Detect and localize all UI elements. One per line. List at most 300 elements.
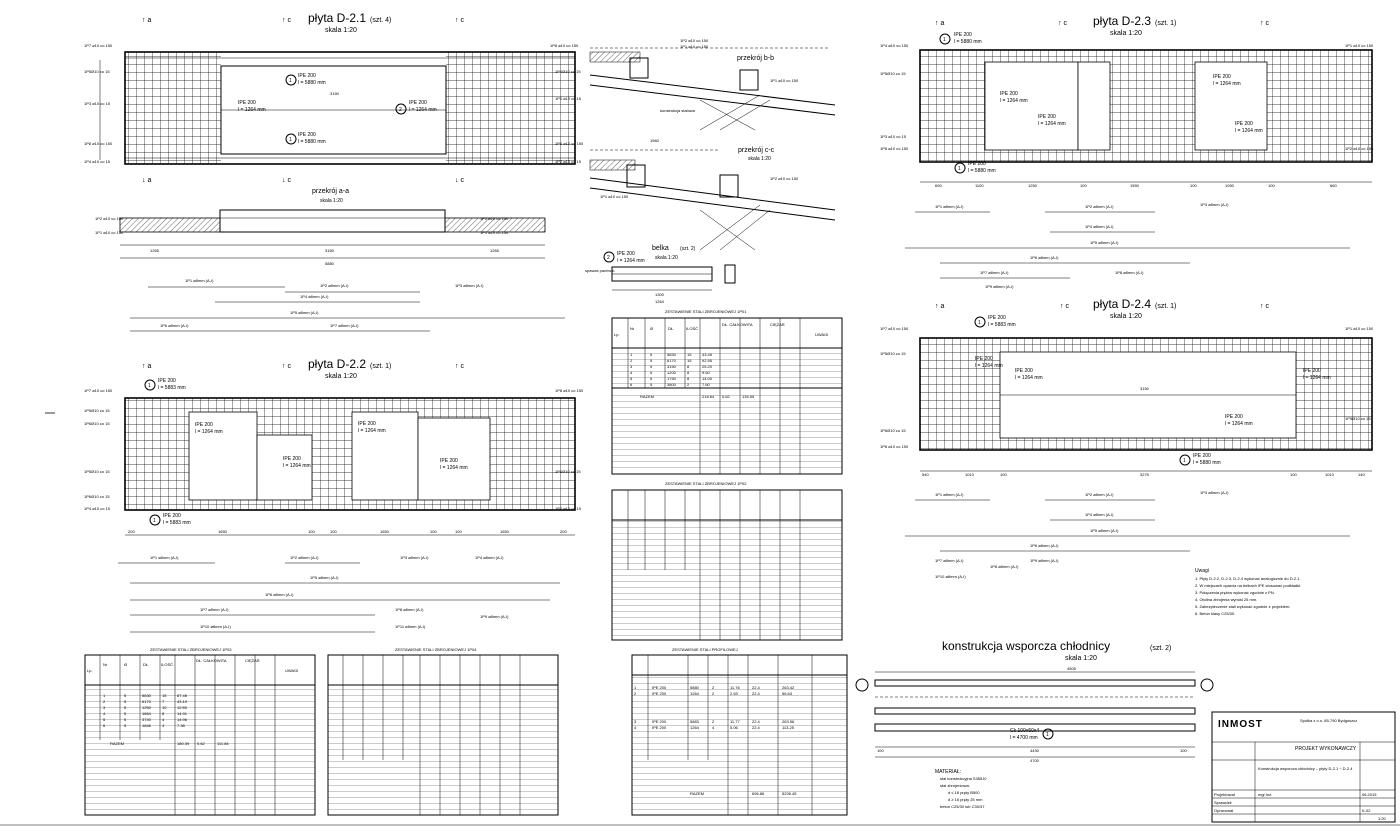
svg-text:100: 100 — [1290, 472, 1297, 477]
svg-text:stal zbrojeniowa:: stal zbrojeniowa: — [940, 783, 970, 788]
svg-text:5. Zabezpieczenie stali wykona: 5. Zabezpieczenie stali wykonać zgodnie z projektem. — [1195, 604, 1291, 609]
wsp-count: (szt. 2) — [1150, 645, 1172, 652]
svg-text:690: 690 — [935, 183, 942, 188]
svg-text:d ≥ 16 pręty 25 mm: d ≥ 16 pręty 25 mm — [948, 797, 983, 802]
svg-text:1P11 ø8mm (A-I): 1P11 ø8mm (A-I) — [395, 624, 426, 629]
d21-title: płyta D-2.1 — [308, 11, 367, 25]
svg-text:1P4 ø10 co 15: 1P4 ø10 co 15 — [84, 506, 111, 511]
d21-len-top: l = 5880 mm — [298, 80, 326, 86]
sec-cc-title: przekrój c-c — [738, 147, 775, 154]
svg-text:Nr: Nr — [103, 662, 108, 667]
d24-ipe-d: IPE 200 — [1225, 414, 1243, 420]
svg-text:1P2 ø10 co 150: 1P2 ø10 co 150 — [1345, 146, 1374, 151]
d22-len-bot: l = 5883 mm — [163, 520, 191, 526]
svg-text:1P7 ø8mm (A-I): 1P7 ø8mm (A-I) — [980, 270, 1009, 275]
svg-text:1P1 ø8mm (A-I): 1P1 ø8mm (A-I) — [150, 555, 179, 560]
svg-text:IPE 200: IPE 200 — [652, 685, 667, 690]
svg-text:100: 100 — [1000, 472, 1007, 477]
sec-aa-total: 5880 — [325, 261, 334, 266]
svg-text:22.4: 22.4 — [752, 719, 760, 724]
section-aa — [95, 188, 565, 331]
sec-aa-d3: 1265 — [490, 248, 499, 253]
svg-text:stal konstrukcyjna S355J0: stal konstrukcyjna S355J0 — [940, 776, 987, 781]
d23-ipe-b: IPE 200 — [1038, 114, 1056, 120]
svg-text:1P8 ø10 co 150: 1P8 ø10 co 150 — [880, 146, 909, 151]
section-cc — [590, 138, 835, 250]
svg-text:5: 5 — [650, 358, 653, 363]
svg-text:3: 3 — [630, 364, 633, 369]
belka-count: (szt. 2) — [680, 246, 696, 252]
svg-text:135.55: 135.55 — [742, 394, 755, 399]
svg-text:2: 2 — [634, 691, 637, 696]
section-bb — [590, 38, 835, 130]
svg-text:↑ c: ↑ c — [1260, 303, 1269, 310]
svg-text:1P6 ø10 co 150: 1P6 ø10 co 150 — [555, 141, 584, 146]
svg-text:1. Płyty D-2.2, D-2.3, D-2.4 w: 1. Płyty D-2.2, D-2.3, D-2.4 wykonać analogicznie do D-2.1. — [1195, 576, 1301, 581]
svg-text:5830: 5830 — [142, 693, 151, 698]
table-4 — [328, 647, 558, 815]
svg-text:15: 15 — [687, 358, 692, 363]
d24-ipe-c: IPE 200 — [1303, 368, 1321, 374]
svg-text:1P2 ø10 co 150: 1P2 ø10 co 150 — [770, 176, 799, 181]
svg-text:↑ c: ↑ c — [282, 17, 291, 24]
svg-text:konstrukcja stalowa: konstrukcja stalowa — [660, 108, 695, 113]
sec-bb-title: przekrój b-b — [737, 55, 774, 62]
sec-aa-d1: 1265 — [150, 248, 159, 253]
svg-text:1P7 ø10 co 150: 1P7 ø10 co 150 — [84, 388, 113, 393]
svg-text:5226.45: 5226.45 — [782, 791, 797, 796]
svg-text:5.06: 5.06 — [730, 725, 738, 730]
wsp-title: konstrukcja wsporcza chłodnicy — [942, 639, 1111, 653]
svg-text:1650: 1650 — [500, 529, 509, 534]
tb-company: INMOST — [1218, 719, 1263, 730]
svg-text:1P8 ø10 co 150: 1P8 ø10 co 150 — [550, 43, 579, 48]
svg-text:1250: 1250 — [142, 705, 151, 710]
svg-text:1P2 ø8mm (A-I): 1P2 ø8mm (A-I) — [290, 555, 319, 560]
svg-text:↑ a: ↑ a — [142, 17, 152, 24]
d24-scale: skala 1:20 — [1110, 313, 1142, 320]
svg-text:10: 10 — [162, 705, 167, 710]
svg-text:1P4Ø10 co 15: 1P4Ø10 co 15 — [555, 69, 581, 74]
svg-text:1P2 ø8mm (A-I): 1P2 ø8mm (A-I) — [320, 283, 349, 288]
svg-text:6170: 6170 — [142, 699, 151, 704]
svg-text:1P6 ø8mm (A-I): 1P6 ø8mm (A-I) — [1030, 543, 1059, 548]
d24-ipe-top: IPE 200 — [988, 315, 1006, 321]
sec-cc-scale: skala 1:20 — [748, 156, 771, 162]
wsp-c1: 4430 — [1030, 748, 1039, 753]
svg-text:1P5 ø8mm (A-I): 1P5 ø8mm (A-I) — [310, 575, 339, 580]
svg-text:11.76: 11.76 — [730, 685, 740, 690]
svg-text:22.4: 22.4 — [752, 725, 760, 730]
svg-text:100: 100 — [330, 529, 337, 534]
table-5 — [632, 647, 847, 815]
svg-text:1:20: 1:20 — [1378, 816, 1386, 821]
svg-text:4: 4 — [162, 717, 165, 722]
d22-len-c: l = 1264 mm — [358, 428, 386, 434]
svg-text:DŁ.: DŁ. — [668, 326, 675, 331]
svg-text:5830: 5830 — [667, 352, 676, 357]
notes-block — [1195, 568, 1301, 616]
svg-text:CIĘŻAR: CIĘŻAR — [770, 322, 785, 327]
d22-ipe-a: IPE 200 — [195, 422, 213, 428]
svg-text:1P4 ø10 co 150: 1P4 ø10 co 150 — [880, 43, 909, 48]
svg-text:5: 5 — [650, 364, 653, 369]
svg-text:5: 5 — [124, 711, 127, 716]
belka-ipe: IPE 200 — [617, 251, 635, 257]
table-3 — [85, 647, 315, 815]
svg-text:1P1 ø8mm (A-I): 1P1 ø8mm (A-I) — [935, 204, 964, 209]
svg-text:1P5Ø10 co 15: 1P5Ø10 co 15 — [880, 71, 906, 76]
svg-text:1P5Ø10 co 15: 1P5Ø10 co 15 — [84, 469, 110, 474]
svg-text:2: 2 — [712, 685, 715, 690]
svg-text:8: 8 — [687, 370, 690, 375]
d24-count: (szt. 1) — [1155, 303, 1177, 310]
svg-text:1P2 ø8mm (A-I): 1P2 ø8mm (A-I) — [1085, 492, 1114, 497]
svg-text:1P4 ø8mm (A-I): 1P4 ø8mm (A-I) — [1085, 512, 1114, 517]
d21-ipe-mid-l: IPE 200 — [238, 100, 256, 106]
svg-text:1P7 ø10 co 150: 1P7 ø10 co 150 — [880, 326, 909, 331]
svg-text:5: 5 — [124, 717, 127, 722]
d23-len-c: l = 1264 mm — [1213, 81, 1241, 87]
d23-ipe-bot: IPE 200 — [968, 161, 986, 167]
svg-text:3150: 3150 — [667, 364, 676, 369]
svg-text:4. Otulina zbrojenia wynosi 25: 4. Otulina zbrojenia wynosi 25 mm. — [1195, 597, 1258, 602]
svg-text:5880: 5880 — [690, 685, 699, 690]
mat-head: MATERIAŁ: — [935, 769, 962, 775]
wsp-plen: l = 4700 mm — [1010, 735, 1038, 741]
svg-text:100: 100 — [1268, 183, 1275, 188]
svg-text:1P6Ø10 co 15: 1P6Ø10 co 15 — [84, 494, 110, 499]
svg-text:1P8 ø10 co 150: 1P8 ø10 co 150 — [84, 141, 113, 146]
svg-text:7.38: 7.38 — [177, 723, 185, 728]
svg-text:1: 1 — [103, 693, 106, 698]
table-2 — [612, 481, 842, 640]
svg-text:1P6 ø8mm (A-I): 1P6 ø8mm (A-I) — [1030, 255, 1059, 260]
svg-text:↑ a: ↑ a — [935, 303, 945, 310]
svg-text:111.84: 111.84 — [217, 741, 229, 746]
svg-text:4: 4 — [712, 725, 715, 730]
svg-text:mgr inż.: mgr inż. — [1258, 792, 1273, 797]
svg-text:ILOŚĆ: ILOŚĆ — [161, 662, 174, 667]
svg-text:1P4 ø10 co 15: 1P4 ø10 co 15 — [84, 159, 111, 164]
svg-text:Ø: Ø — [650, 326, 654, 331]
notes-head: Uwagi — [1195, 568, 1209, 574]
svg-text:1P4 ø8mm (A-I): 1P4 ø8mm (A-I) — [1085, 224, 1114, 229]
svg-text:1P7 ø8mm (A-I): 1P7 ø8mm (A-I) — [935, 558, 964, 563]
svg-text:696.86: 696.86 — [752, 791, 765, 796]
svg-text:↑ c: ↑ c — [1058, 20, 1067, 27]
d23-len-bot: l = 5880 mm — [968, 168, 996, 174]
svg-text:1: 1 — [153, 518, 156, 524]
svg-text:2: 2 — [712, 719, 715, 724]
wsp-d-right: 100 — [1180, 748, 1187, 753]
svg-text:1P10 ø8mm (A-I): 1P10 ø8mm (A-I) — [935, 574, 966, 579]
svg-text:1P1 ø8mm (A-I): 1P1 ø8mm (A-I) — [185, 278, 214, 283]
svg-text:3: 3 — [634, 719, 637, 724]
svg-text:218.64: 218.64 — [702, 394, 715, 399]
d23-len-d: l = 1264 mm — [1235, 128, 1263, 134]
d21-scale: skala 1:20 — [325, 27, 357, 34]
wsp-c2: 4700 — [1030, 758, 1039, 763]
wsp-scale: skala 1:20 — [1065, 655, 1097, 662]
svg-text:1: 1 — [958, 166, 961, 172]
table-1 — [612, 309, 842, 474]
svg-text:5: 5 — [124, 693, 127, 698]
svg-text:1264: 1264 — [690, 691, 699, 696]
svg-text:1P3 ø10 co 15: 1P3 ø10 co 15 — [84, 101, 111, 106]
svg-text:8: 8 — [162, 711, 165, 716]
svg-text:1: 1 — [289, 78, 292, 84]
svg-text:1200: 1200 — [667, 370, 676, 375]
svg-text:1013: 1013 — [1325, 472, 1334, 477]
svg-text:6170: 6170 — [667, 358, 676, 363]
svg-text:1P2 ø10 co 15: 1P2 ø10 co 15 — [555, 159, 582, 164]
svg-text:↑ c: ↑ c — [1060, 303, 1069, 310]
svg-text:100: 100 — [430, 529, 437, 534]
sec-aa-d2: 3150 — [325, 248, 334, 253]
d21-len-mid-l: l = 1264 mm — [238, 107, 266, 113]
svg-text:1P7 ø8mm (A-I): 1P7 ø8mm (A-I) — [200, 607, 229, 612]
svg-text:5883: 5883 — [690, 719, 699, 724]
d24-ipe-bot: IPE 200 — [1193, 453, 1211, 459]
svg-text:15: 15 — [162, 693, 167, 698]
svg-text:140: 140 — [1358, 472, 1365, 477]
tb-desc: Konstrukcja wsporcza chłodnicy – płyty D-2.1 ÷ D-2.4 — [1258, 766, 1353, 771]
svg-text:↓ a: ↓ a — [142, 177, 152, 184]
svg-text:RAZEM: RAZEM — [110, 741, 124, 746]
svg-text:1P6 ø8mm (A-I): 1P6 ø8mm (A-I) — [265, 592, 294, 597]
d24-len-c: l = 1264 mm — [1303, 375, 1331, 381]
svg-text:14.00: 14.00 — [702, 376, 713, 381]
d23-count: (szt. 1) — [1155, 20, 1177, 27]
svg-text:1864: 1864 — [142, 711, 151, 716]
plate-d22 — [84, 357, 584, 632]
svg-text:1P6Ø10 co 15: 1P6Ø10 co 15 — [84, 421, 110, 426]
svg-text:5: 5 — [650, 376, 653, 381]
svg-text:1P1 ø10 co 150: 1P1 ø10 co 150 — [770, 78, 799, 83]
svg-text:2.53: 2.53 — [730, 691, 738, 696]
d23-len-a: l = 1264 mm — [1000, 98, 1028, 104]
svg-text:↓ c: ↓ c — [455, 177, 464, 184]
svg-text:1P9 ø8mm (A-I): 1P9 ø8mm (A-I) — [480, 614, 509, 619]
svg-text:5: 5 — [630, 376, 633, 381]
svg-text:spawać pachwin.: spawać pachwin. — [585, 268, 616, 273]
svg-text:1P5Ø10 co 15: 1P5Ø10 co 15 — [880, 351, 906, 356]
sec-aa-title: przekrój a-a — [312, 188, 349, 195]
svg-text:1P3 ø8mm (A-I): 1P3 ø8mm (A-I) — [455, 283, 484, 288]
svg-text:87.45: 87.45 — [177, 693, 188, 698]
svg-text:1P1 ø10 co 150: 1P1 ø10 co 150 — [680, 44, 709, 49]
svg-text:2: 2 — [399, 107, 402, 113]
svg-text:Nr: Nr — [630, 326, 635, 331]
d21-dim-mid: 3150 — [330, 91, 339, 96]
svg-text:1P8 ø10 co 150: 1P8 ø10 co 150 — [880, 444, 909, 449]
svg-text:1P3 ø10 co 15: 1P3 ø10 co 15 — [880, 134, 907, 139]
t5-title: ZESTAWIENIE STALI PROFILOWEJ — [672, 647, 738, 652]
d23-ipe-d: IPE 200 — [1235, 121, 1253, 127]
svg-text:25.20: 25.20 — [702, 364, 713, 369]
beam-detail — [585, 245, 735, 304]
svg-text:1P1 ø10 co 150: 1P1 ø10 co 150 — [1345, 326, 1374, 331]
svg-text:1: 1 — [634, 685, 637, 690]
tb-address: Spółka z o.o. 85-790 Bydgoszcz — [1300, 718, 1358, 723]
svg-text:1P1 ø10 co 150: 1P1 ø10 co 150 — [600, 194, 629, 199]
svg-text:Lp.: Lp. — [614, 332, 620, 337]
d21-len-bot: l = 5880 mm — [298, 139, 326, 145]
svg-text:4: 4 — [103, 711, 106, 716]
svg-text:1P1 ø10 co 15: 1P1 ø10 co 15 — [555, 96, 582, 101]
svg-text:3800: 3800 — [667, 382, 676, 387]
title-block — [1212, 712, 1395, 822]
svg-text:8: 8 — [687, 376, 690, 381]
svg-text:1550: 1550 — [1130, 183, 1139, 188]
wsp-d-left: 100 — [877, 748, 884, 753]
svg-text:4: 4 — [634, 725, 637, 730]
d24-len-bot: l = 5880 mm — [1193, 460, 1221, 466]
d22-len-b: l = 1264 mm — [283, 463, 311, 469]
plate-d23 — [880, 14, 1374, 289]
svg-text:ILOŚĆ: ILOŚĆ — [686, 326, 699, 331]
svg-text:IPE 200: IPE 200 — [652, 691, 667, 696]
svg-text:5: 5 — [650, 370, 653, 375]
svg-text:1050: 1050 — [1225, 183, 1234, 188]
svg-text:5: 5 — [124, 705, 127, 710]
svg-text:1P2 ø10 co 150: 1P2 ø10 co 150 — [480, 216, 509, 221]
svg-text:1P7 ø8mm (A-I): 1P7 ø8mm (A-I) — [330, 323, 359, 328]
svg-text:1750: 1750 — [667, 376, 676, 381]
svg-text:IPE 200: IPE 200 — [652, 725, 667, 730]
d24-len-a: l = 1264 mm — [975, 363, 1003, 369]
svg-text:06.2015: 06.2015 — [1362, 792, 1377, 797]
svg-text:1: 1 — [978, 320, 981, 326]
svg-text:22.4: 22.4 — [752, 685, 760, 690]
d24-len-d: l = 1264 mm — [1225, 421, 1253, 427]
d21-ipe-bot: IPE 200 — [298, 132, 316, 138]
plate-d21 — [84, 11, 584, 184]
svg-text:1P8 ø10 co 150: 1P8 ø10 co 150 — [555, 388, 584, 393]
svg-text:4: 4 — [162, 723, 165, 728]
svg-text:200: 200 — [128, 529, 135, 534]
svg-text:CIĘŻAR: CIĘŻAR — [245, 658, 260, 663]
svg-text:14.91: 14.91 — [177, 711, 188, 716]
sec-aa-scale: skala 1:20 — [320, 198, 343, 204]
svg-text:7.60: 7.60 — [702, 382, 710, 387]
svg-text:1P4 ø8mm (A-I): 1P4 ø8mm (A-I) — [300, 294, 329, 299]
d22-len-a: l = 1264 mm — [195, 429, 223, 435]
svg-text:15: 15 — [687, 352, 692, 357]
t3-title: ZESTAWIENIE STALI ZBROJENIOWEJ 1P03 — [150, 647, 232, 652]
belka-d1: 1300 — [655, 292, 664, 297]
svg-text:1P9 ø8mm (A-I): 1P9 ø8mm (A-I) — [985, 284, 1014, 289]
d22-len-d: l = 1264 mm — [440, 465, 468, 471]
d22-ipe-c: IPE 200 — [358, 421, 376, 427]
svg-text:1: 1 — [1183, 458, 1186, 464]
support-structure — [856, 639, 1213, 809]
svg-text:1P5Ø10 co 15: 1P5Ø10 co 15 — [1345, 416, 1371, 421]
svg-text:Lp.: Lp. — [87, 668, 93, 673]
svg-text:1P1 ø10 co 150: 1P1 ø10 co 150 — [95, 230, 124, 235]
d24-ipe-b: IPE 200 — [1015, 368, 1033, 374]
svg-text:K-02: K-02 — [1362, 808, 1371, 813]
svg-text:1P3 ø8mm (A-I): 1P3 ø8mm (A-I) — [400, 555, 429, 560]
svg-text:↑ c: ↑ c — [455, 363, 464, 370]
d22-title: płyta D-2.2 — [308, 357, 367, 371]
svg-text:1P4 ø8mm (A-I): 1P4 ø8mm (A-I) — [475, 555, 504, 560]
belka-title: belka — [652, 245, 669, 252]
d23-title: płyta D-2.3 — [1093, 14, 1152, 28]
belka-len: l = 1264 mm — [617, 258, 645, 264]
svg-text:113.25: 113.25 — [782, 725, 794, 730]
svg-text:6. Beton klasy C25/30.: 6. Beton klasy C25/30. — [1195, 611, 1236, 616]
svg-text:2: 2 — [103, 699, 106, 704]
svg-text:263.42: 263.42 — [782, 685, 795, 690]
d22-ipe-d: IPE 200 — [440, 458, 458, 464]
d22-count: (szt. 1) — [370, 363, 392, 370]
svg-text:↑ c: ↑ c — [282, 363, 291, 370]
svg-text:1: 1 — [1046, 732, 1049, 738]
d23-ipe-c: IPE 200 — [1213, 74, 1231, 80]
svg-text:1P8 ø8mm (A-I): 1P8 ø8mm (A-I) — [395, 607, 424, 612]
d23-len-b: l = 1264 mm — [1038, 121, 1066, 127]
svg-text:12.50: 12.50 — [177, 705, 188, 710]
svg-text:1650: 1650 — [218, 529, 227, 534]
svg-text:1846: 1846 — [142, 723, 151, 728]
svg-text:1P2 ø10 co 150: 1P2 ø10 co 150 — [95, 216, 124, 221]
svg-text:5: 5 — [124, 723, 127, 728]
svg-text:1P5 ø8mm (A-I): 1P5 ø8mm (A-I) — [290, 310, 319, 315]
svg-text:5: 5 — [103, 717, 106, 722]
svg-text:3740: 3740 — [142, 717, 151, 722]
svg-text:3: 3 — [103, 705, 106, 710]
svg-text:↑ c: ↑ c — [455, 17, 464, 24]
svg-text:660: 660 — [1330, 183, 1337, 188]
svg-text:1P2 ø10 co 15: 1P2 ø10 co 15 — [555, 506, 582, 511]
d23-scale: skala 1:20 — [1110, 30, 1142, 37]
svg-text:Sprawdził: Sprawdził — [1214, 800, 1232, 805]
svg-text:↑ c: ↑ c — [1260, 20, 1269, 27]
svg-text:1: 1 — [148, 383, 151, 389]
svg-text:1650: 1650 — [380, 529, 389, 534]
svg-text:d ≤ 16 pręty B500: d ≤ 16 pręty B500 — [948, 790, 980, 795]
belka-scale: skala 1:20 — [655, 255, 678, 261]
svg-text:Projektował: Projektował — [1214, 792, 1235, 797]
svg-text:100: 100 — [308, 529, 315, 534]
d22-scale: skala 1:20 — [325, 373, 357, 380]
svg-text:1P3 ø8mm (A-I): 1P3 ø8mm (A-I) — [1200, 490, 1229, 495]
svg-text:1P8 ø8mm (A-I): 1P8 ø8mm (A-I) — [990, 564, 1019, 569]
svg-text:7: 7 — [162, 699, 165, 704]
svg-text:1P9 ø8mm (A-I): 1P9 ø8mm (A-I) — [1030, 558, 1059, 563]
svg-text:↓ c: ↓ c — [282, 177, 291, 184]
svg-text:1P5 ø8mm (A-I): 1P5 ø8mm (A-I) — [1090, 240, 1119, 245]
d21-ipe-top: IPE 200 — [298, 73, 316, 79]
svg-text:2: 2 — [712, 691, 715, 696]
svg-text:IPE 200: IPE 200 — [652, 719, 667, 724]
svg-text:0.62: 0.62 — [197, 741, 205, 746]
svg-text:1: 1 — [289, 137, 292, 143]
svg-text:1P5Ø10 co 15: 1P5Ø10 co 15 — [84, 408, 110, 413]
svg-text:11.77: 11.77 — [730, 719, 740, 724]
d24-title: płyta D-2.4 — [1093, 297, 1152, 311]
svg-text:1P6 ø8mm (A-I): 1P6 ø8mm (A-I) — [160, 323, 189, 328]
belka-d2: 1264 — [655, 299, 664, 304]
svg-text:1P5Ø10 co 15: 1P5Ø10 co 15 — [84, 69, 110, 74]
svg-text:1P3 ø8mm (A-I): 1P3 ø8mm (A-I) — [1200, 202, 1229, 207]
svg-text:1P10 ø8mm (A-I): 1P10 ø8mm (A-I) — [200, 624, 231, 629]
svg-text:Ø: Ø — [124, 662, 128, 667]
svg-text:9.60: 9.60 — [702, 370, 710, 375]
svg-text:200: 200 — [560, 529, 567, 534]
